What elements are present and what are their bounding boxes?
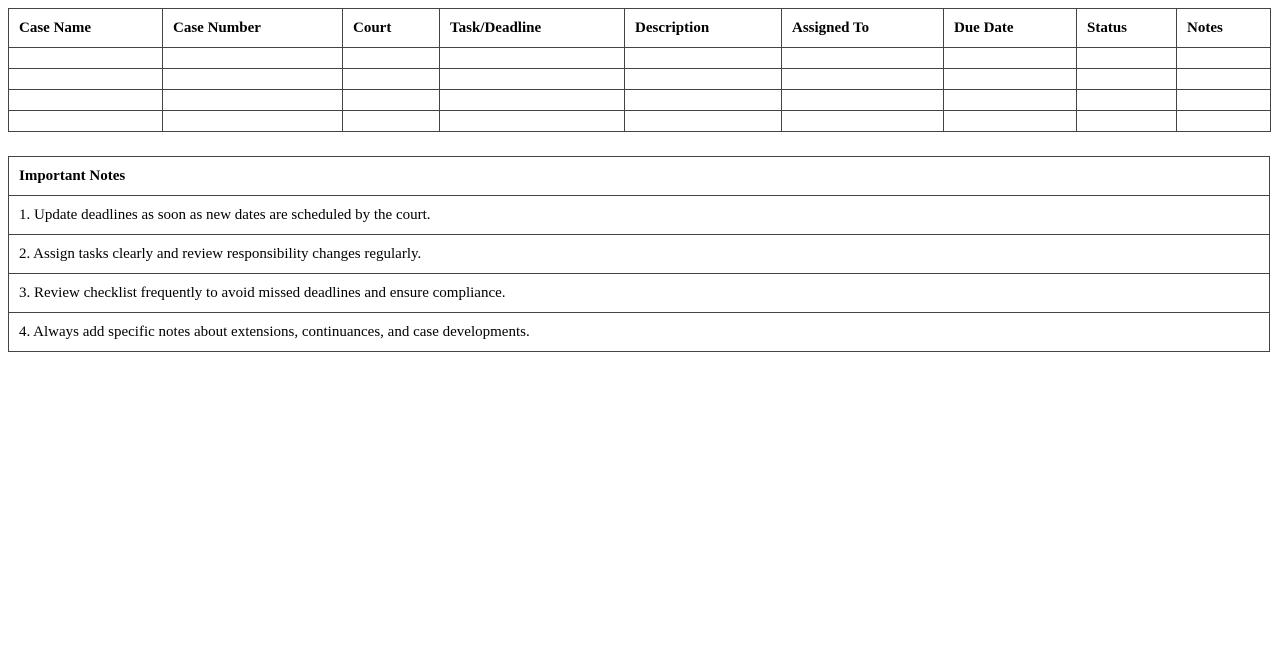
- header-case-number: Case Number: [163, 9, 343, 48]
- table-cell[interactable]: [343, 69, 440, 90]
- table-cell[interactable]: [163, 48, 343, 69]
- header-notes: Notes: [1177, 9, 1271, 48]
- case-tracker-table: [8, 8, 1271, 132]
- header-status: Status: [1077, 9, 1177, 48]
- table-cell[interactable]: [9, 90, 163, 111]
- note-item: 3. Review checklist frequently to avoid missed deadlines and ensure compliance.: [9, 274, 1270, 313]
- note-item: 1. Update deadlines as soon as new dates are scheduled by the court.: [9, 196, 1270, 235]
- table-cell[interactable]: [163, 69, 343, 90]
- header-description: Description: [625, 9, 782, 48]
- table-cell[interactable]: [625, 48, 782, 69]
- header-task-deadline: Task/Deadline: [440, 9, 625, 48]
- table-cell[interactable]: [440, 111, 625, 132]
- header-due-date: Due Date: [944, 9, 1077, 48]
- header-row: [9, 9, 1271, 48]
- table-row: [9, 111, 1271, 132]
- table-cell[interactable]: [9, 69, 163, 90]
- table-cell[interactable]: [1177, 48, 1271, 69]
- table-cell[interactable]: [782, 90, 944, 111]
- header-case-name: Case Name: [9, 9, 163, 48]
- table-cell[interactable]: [1077, 90, 1177, 111]
- table-cell[interactable]: [343, 48, 440, 69]
- table-cell[interactable]: [343, 111, 440, 132]
- table-cell[interactable]: [440, 69, 625, 90]
- table-cell[interactable]: [9, 48, 163, 69]
- table-cell[interactable]: [944, 48, 1077, 69]
- note-item: 2. Assign tasks clearly and review responsibility changes regularly.: [9, 235, 1270, 274]
- table-cell[interactable]: [163, 111, 343, 132]
- table-cell[interactable]: [1177, 69, 1271, 90]
- important-notes-table: [8, 156, 1270, 352]
- table-cell[interactable]: [782, 111, 944, 132]
- table-cell[interactable]: [1077, 48, 1177, 69]
- table-cell[interactable]: [625, 69, 782, 90]
- table-cell[interactable]: [944, 111, 1077, 132]
- notes-title: Important Notes: [9, 157, 1270, 196]
- page: [8, 8, 1270, 352]
- table-cell[interactable]: [440, 48, 625, 69]
- table-cell[interactable]: [343, 90, 440, 111]
- header-court: Court: [343, 9, 440, 48]
- table-cell[interactable]: [440, 90, 625, 111]
- table-cell[interactable]: [944, 69, 1077, 90]
- table-cell[interactable]: [782, 48, 944, 69]
- table-cell[interactable]: [782, 69, 944, 90]
- note-item: 4. Always add specific notes about extensions, continuances, and case developments.: [9, 313, 1270, 352]
- table-cell[interactable]: [1077, 111, 1177, 132]
- table-cell[interactable]: [1177, 90, 1271, 111]
- table-cell[interactable]: [625, 90, 782, 111]
- table-cell[interactable]: [625, 111, 782, 132]
- table-cell[interactable]: [163, 90, 343, 111]
- table-row: [9, 48, 1271, 69]
- table-cell[interactable]: [944, 90, 1077, 111]
- table-cell[interactable]: [9, 111, 163, 132]
- table-row: [9, 69, 1271, 90]
- table-cell[interactable]: [1077, 69, 1177, 90]
- header-assigned-to: Assigned To: [782, 9, 944, 48]
- table-cell[interactable]: [1177, 111, 1271, 132]
- table-row: [9, 90, 1271, 111]
